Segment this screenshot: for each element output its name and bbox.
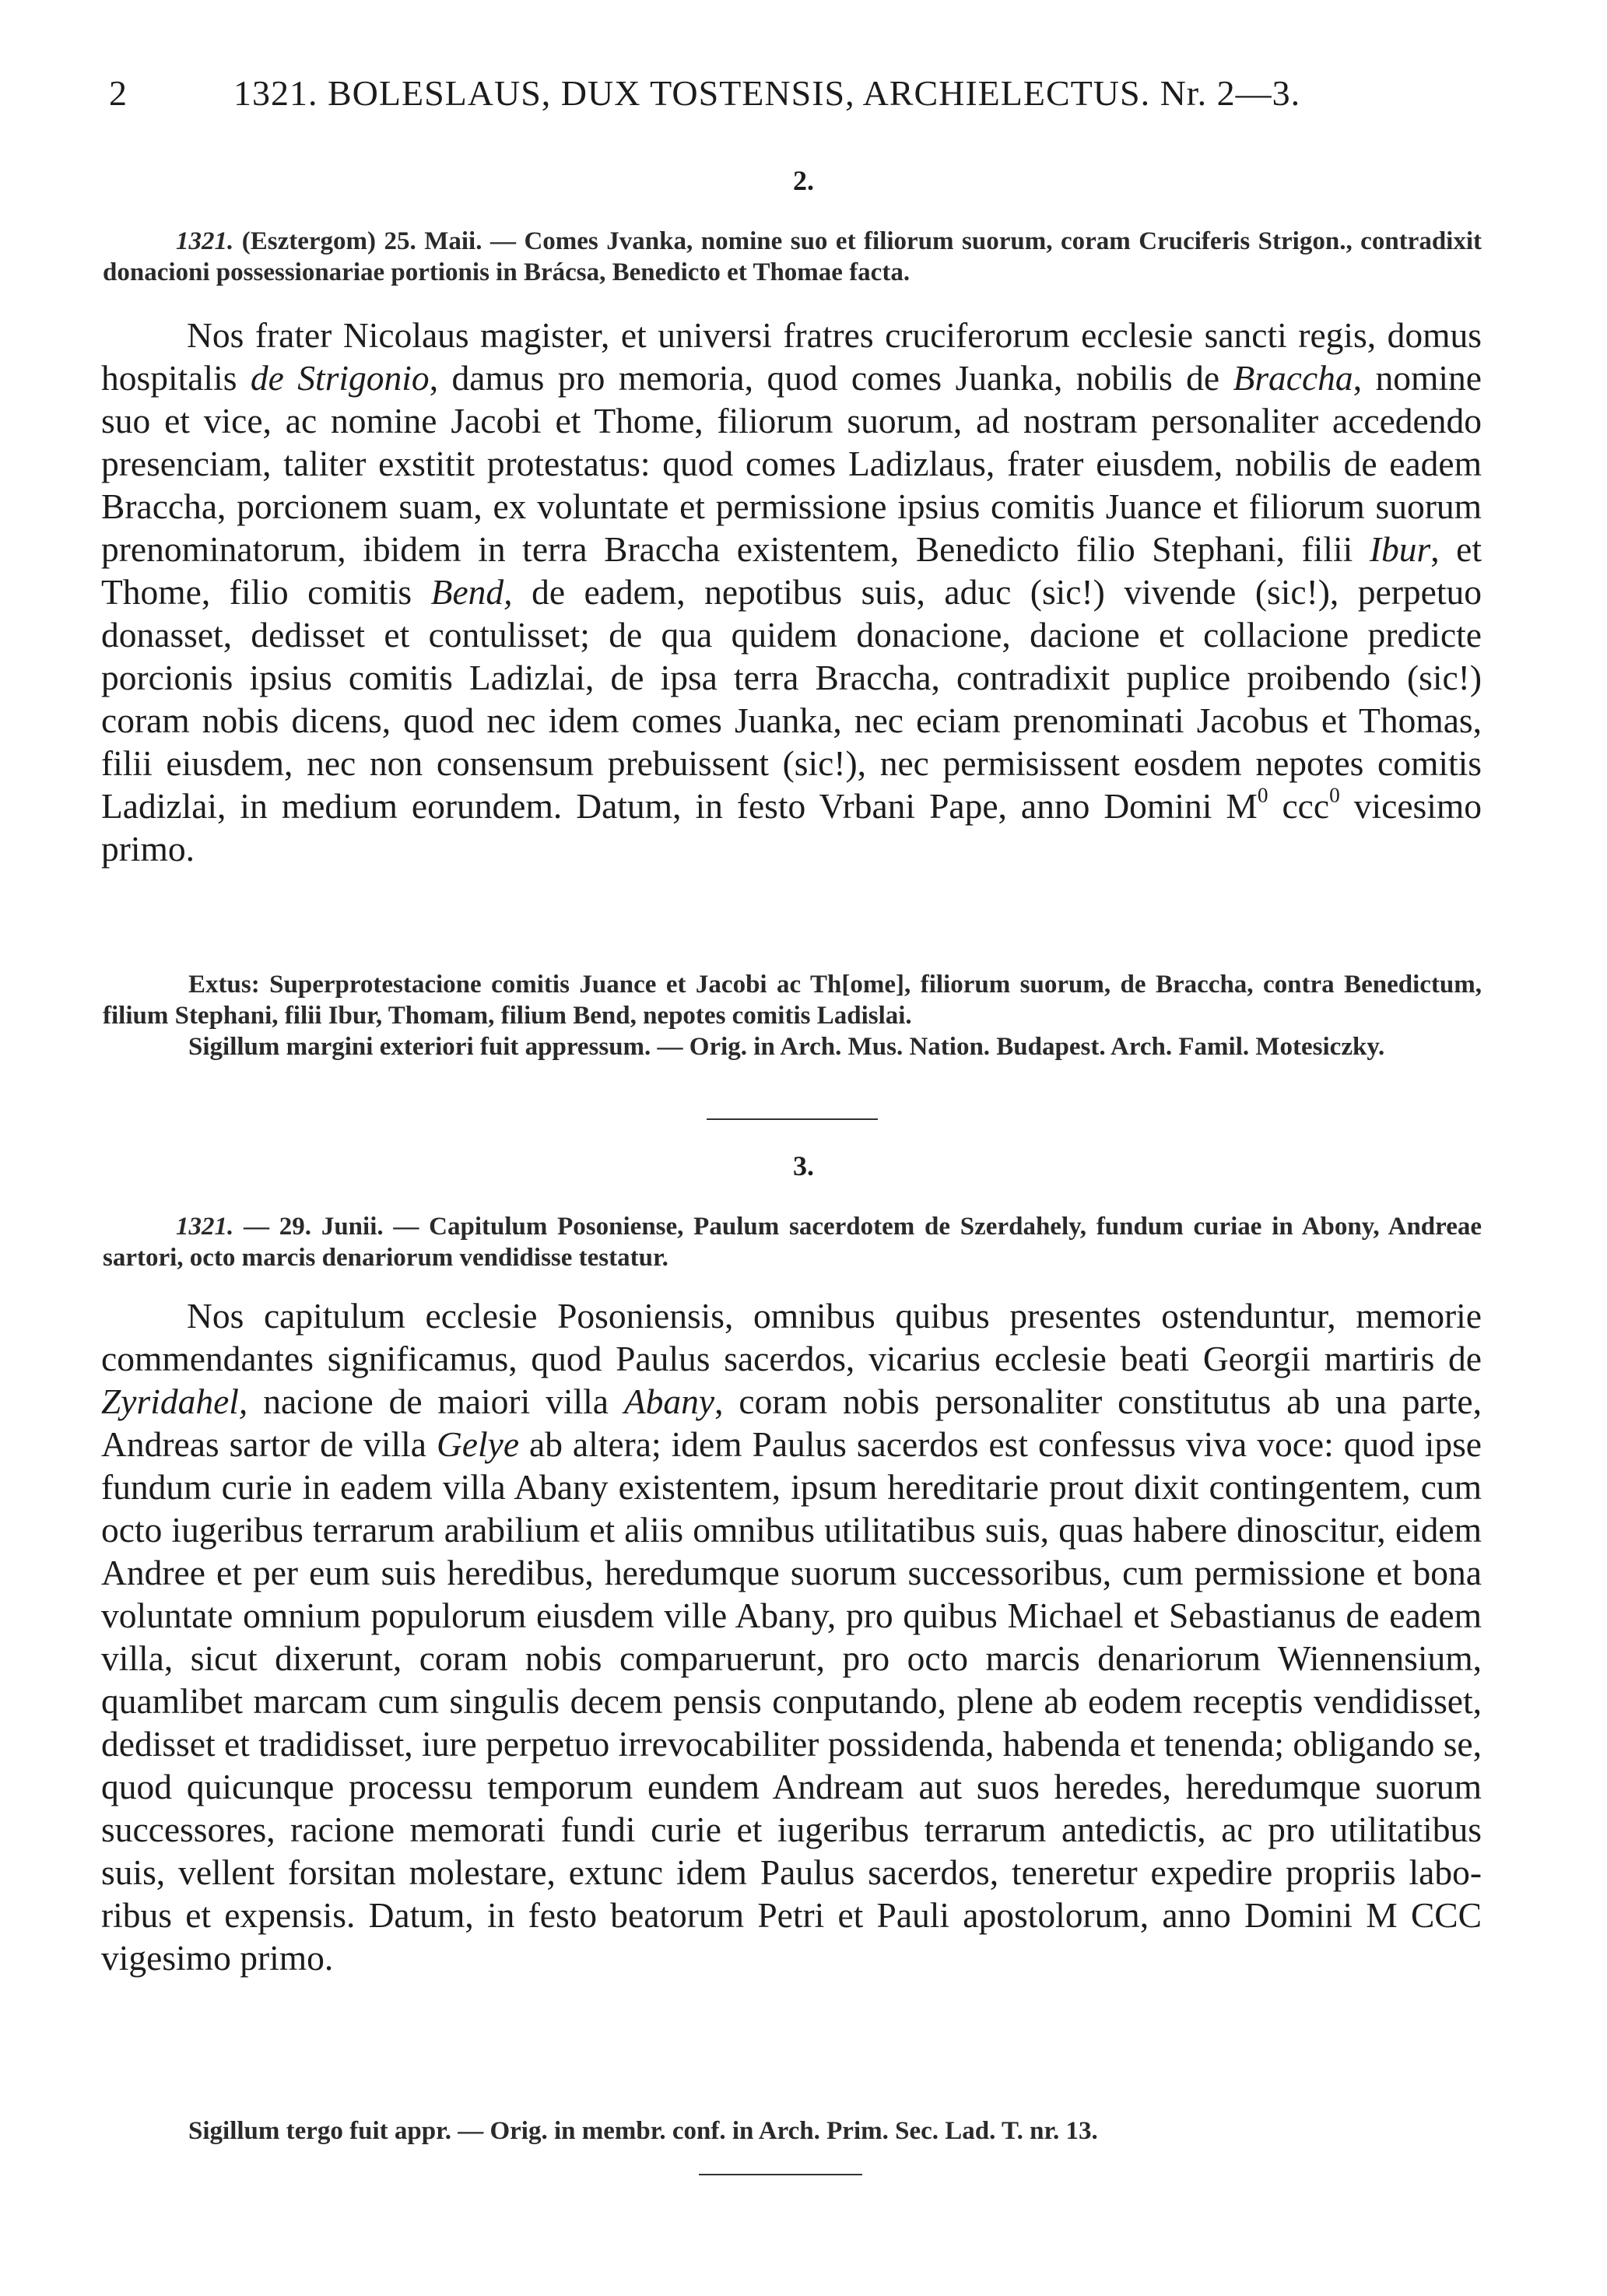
- regest-year: 1321.: [176, 227, 234, 255]
- document-notes: [103, 969, 1482, 1062]
- document-number: 2.: [793, 165, 814, 196]
- body-text-run: Nos frater Nicolaus magister, et universi fratres cruciferorum ecclesie sancti regis, domus hospitalis: [101, 315, 1482, 398]
- italic-name: Bend,: [430, 572, 513, 612]
- section-divider: [699, 2174, 862, 2175]
- body-text-run: nacione de maiori villa: [247, 1381, 624, 1421]
- regest-summary: [103, 226, 1482, 288]
- superscript: 0: [1257, 783, 1268, 807]
- body-text-run: ccc: [1268, 786, 1330, 826]
- regest-year: 1321.: [176, 1213, 234, 1241]
- body-text-run: ab altera; idem Paulus sacerdos est confessus viva voce: quod ipse fundum curie in eadem villa Abany existentem, ipsum hereditarie prout dixit contingentem, cum octo iugeribus terrarum arabilium et aliis omnibus utilitatibus suis, quas habere dinoscitur, eidem Andree et per eum suis heredibus, heredumque suorum successoribus, cum permissione et bona voluntate omnium populorum eiusdem ville Abany, pro quibus Michael et Sebastianus de eadem villa, sicut dixerunt, coram nobis comparuerunt, pro octo marcis denariorum Wiennensium, quamlibet marcam cum singulis decem pensis conputando, plene ab eodem receptis vendidisset, dedisset et tradidisset, iure perpetuo irrevocabiliter possidenda, habenda et tenenda; obligando se, quod quicunque processu temporum eundem Andream aut suos heredes, heredumque suorum successores, racione memorati fundi curie et iugeribus terrarum antedictis, ac pro utilitatibus suis, vellent forsitan molestare, extunc idem Paulus sacerdos, teneretur expedire propriis laboribus et expensis. Datum, in festo beatorum Petri et Pauli apostolorum, anno Domini M CCC vigesimo primo.: [101, 1424, 1482, 1978]
- section-divider: [707, 1118, 878, 1120]
- body-text-run: , et Thome, filio comitis: [101, 529, 1482, 612]
- italic-name: Braccha: [1233, 358, 1353, 398]
- regest-text: (Esztergom) 25. Maii. — Comes Jvanka, nomine suo et filiorum suorum, coram Cruciferis Strigon., contradixit donacioni possessionariae portionis in Brácsa, Benedicto et Thomae facta.: [103, 227, 1482, 286]
- regest-summary: [103, 1211, 1482, 1273]
- body-text-run: Nos capitulum ecclesie Posoniensis, omnibus quibus presentes ostenduntur, memorie commendantes significamus, quod Paulus sacerdos, vicarius ecclesie beati Georgii martiris de: [101, 1296, 1482, 1378]
- superscript: 0: [1329, 783, 1340, 807]
- italic-name: Abany: [623, 1381, 715, 1421]
- document-body-text: [101, 1294, 1482, 1979]
- italic-name: Zyridahel,: [101, 1381, 248, 1421]
- running-title: 1321. BOLESLAUS, DUX TOSTENSIS, ARCHIELECTUS. Nr. 2—3.: [233, 73, 1301, 113]
- italic-name: Gelye: [436, 1424, 520, 1464]
- body-text-run: , coram nobis personaliter constitutus ab una parte, Andreas sartor de villa: [101, 1381, 1482, 1464]
- page-number: 2: [109, 73, 128, 113]
- note-extus: Extus: Superprotestacione comitis Juance et Jacobi ac Th[ome], filiorum suorum, de Braccha, contra Benedictum, filium Stephani, filii Ibur, Thomam, filium Bend, nepotes comitis Ladislai.: [103, 971, 1482, 1030]
- italic-name: de Strigonio: [250, 358, 430, 398]
- running-header: [109, 72, 1510, 115]
- note-seal-origin: Sigillum tergo fuit appr. — Orig. in membr. conf. in Arch. Prim. Sec. Lad. T. nr. 13.: [188, 2117, 1098, 2145]
- document-body-text: [101, 314, 1482, 870]
- document-number: 3.: [793, 1150, 814, 1181]
- regest-text: — 29. Junii. — Capitulum Posoniense, Paulum sacerdotem de Szerdahely, fundum curiae in Abony, Andreae sartori, octo marcis denariorum vendidisse testatur.: [103, 1213, 1482, 1272]
- body-text-run: , nomine suo et vice, ac nomine Jacobi et Thome, filiorum suorum, ad nostram personaliter accedendo presenciam, taliter exstitit protestatus: quod comes Ladizlaus, frater eiusdem, nobilis de eadem Braccha, porcionem suam, ex voluntate et permissione ipsius comitis Juance et filiorum suorum prenominatorum, ibidem in terra Braccha existentem, Benedicto filio Stephani, filii: [101, 358, 1482, 569]
- italic-name: Ibur: [1369, 529, 1431, 569]
- note-seal-origin: Sigillum margini exteriori fuit appressum. — Orig. in Arch. Mus. Nation. Budapest. Arch. Famil. Motesiczky.: [188, 1033, 1385, 1061]
- body-text-run: vicesimo primo.: [101, 786, 1482, 869]
- body-text-run: , damus pro memoria, quod comes Juanka, nobilis de: [429, 358, 1233, 398]
- body-text-run: de eadem, nepotibus suis, aduc (sic!) vivende (sic!), perpetuo donasset, dedisset et contulisset; de qua quidem donacione, dacione et collacione predicte porcionis ipsius comitis Ladizlai, de ipsa terra Braccha, contradixit puplice proibendo (sic!) coram nobis dicens, quod nec idem comes Juanka, nec eciam prenominati Jacobus et Thomas, filii eiusdem, nec non consensum prebuissent (sic!), nec permisissent eosdem nepotes comitis Ladizlai, in medium eorundem. Datum, in festo Vrbani Pape, anno Domini M: [101, 572, 1482, 826]
